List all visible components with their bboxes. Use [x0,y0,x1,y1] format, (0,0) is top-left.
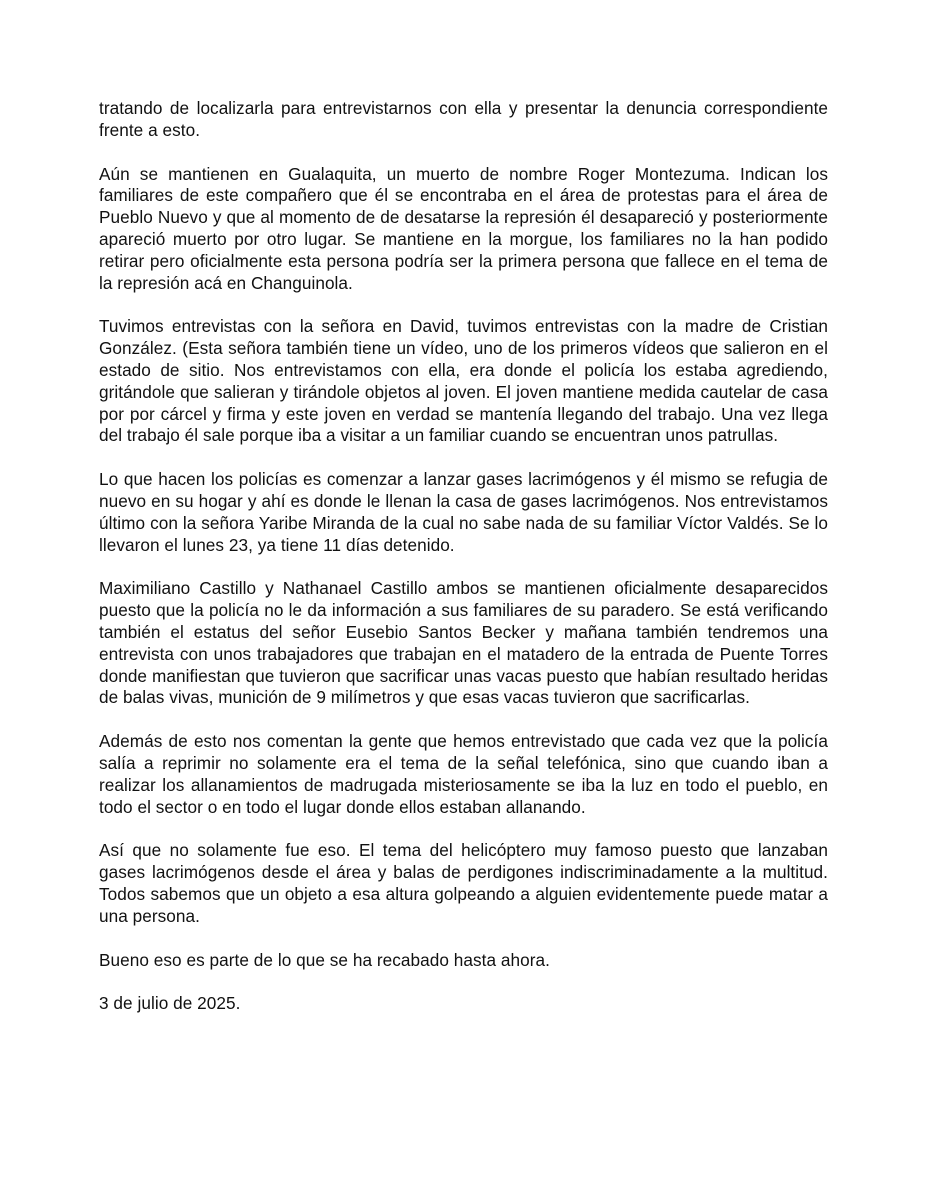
paragraph-6: Además de esto nos comentan la gente que hemos entrevistado que cada vez que la policía salía a reprimir no solamente era el tema de la señal telefónica, sino que cuando iban a realizar los allanamientos de madrugada misteriosamente se iba la luz en todo el pueblo, en todo el sector o en todo el lugar donde ellos estaban allanando. [99,731,828,817]
paragraph-2: Aún se mantienen en Gualaquita, un muerto de nombre Roger Montezuma. Indican los familiares de este compañero que él se encontraba en el área de protestas para el área de Pueblo Nuevo y que al momento de de desatarse la represión él desapareció y posteriormente apareció muerto por otro lugar. Se mantiene en la morgue, los familiares no la han podido retirar pero oficialmente esta persona podría ser la primera persona que fallece en el tema de la represión acá en Changuinola. [99,163,828,293]
paragraph-1: tratando de localizarla para entrevistarnos con ella y presentar la denuncia correspondiente frente a esto. [99,98,828,140]
paragraph-4: Lo que hacen los policías es comenzar a lanzar gases lacrimógenos y él mismo se refugia de nuevo en su hogar y ahí es donde le llenan la casa de gases lacrimógenos. Nos entrevistamos último con la señora Yaribe Miranda de la cual no sabe nada de su familiar Víctor Valdés. Se lo llevaron el lunes 23, ya tiene 11 días detenido. [99,469,828,555]
paragraph-3: Tuvimos entrevistas con la señora en David, tuvimos entrevistas con la madre de Cristian González. (Esta señora también tiene un vídeo, uno de los primeros vídeos que salieron en el estado de sitio. Nos entrevistamos con ella, era donde el policía los estaba agrediendo, gritándole que salieran y tirándole objetos al joven. El joven mantiene medida cautelar de casa por por cárcel y firma y este joven en verdad se mantenía llegando del trabajo. Una vez llega del trabajo él sale porque iba a visitar a un familiar cuando se encuentran unos patrullas. [99,316,828,446]
document-date: 3 de julio de 2025. [99,993,241,1014]
paragraph-7: Así que no solamente fue eso. El tema del helicóptero muy famoso puesto que lanzaban gases lacrimógenos desde el área y balas de perdigones indiscriminadamente a la multitud. Todos sabemos que un objeto a esa altura golpeando a alguien evidentemente puede matar a una persona. [99,840,828,926]
paragraph-closing: Bueno eso es parte de lo que se ha recabado hasta ahora. [99,949,550,970]
document-body [99,98,828,1037]
paragraph-5: Maximiliano Castillo y Nathanael Castillo ambos se mantienen oficialmente desaparecidos puesto que la policía no le da información a sus familiares de su paradero. Se está verificando también el estatus del señor Eusebio Santos Becker y mañana también tendremos una entrevista con unos trabajadores que trabajan en el matadero de la entrada de Puente Torres donde manifiestan que tuvieron que sacrificar unas vacas puesto que habían resultado heridas de balas vivas, munición de 9 milímetros y que esas vacas tuvieron que sacrificarlas. [99,578,828,708]
